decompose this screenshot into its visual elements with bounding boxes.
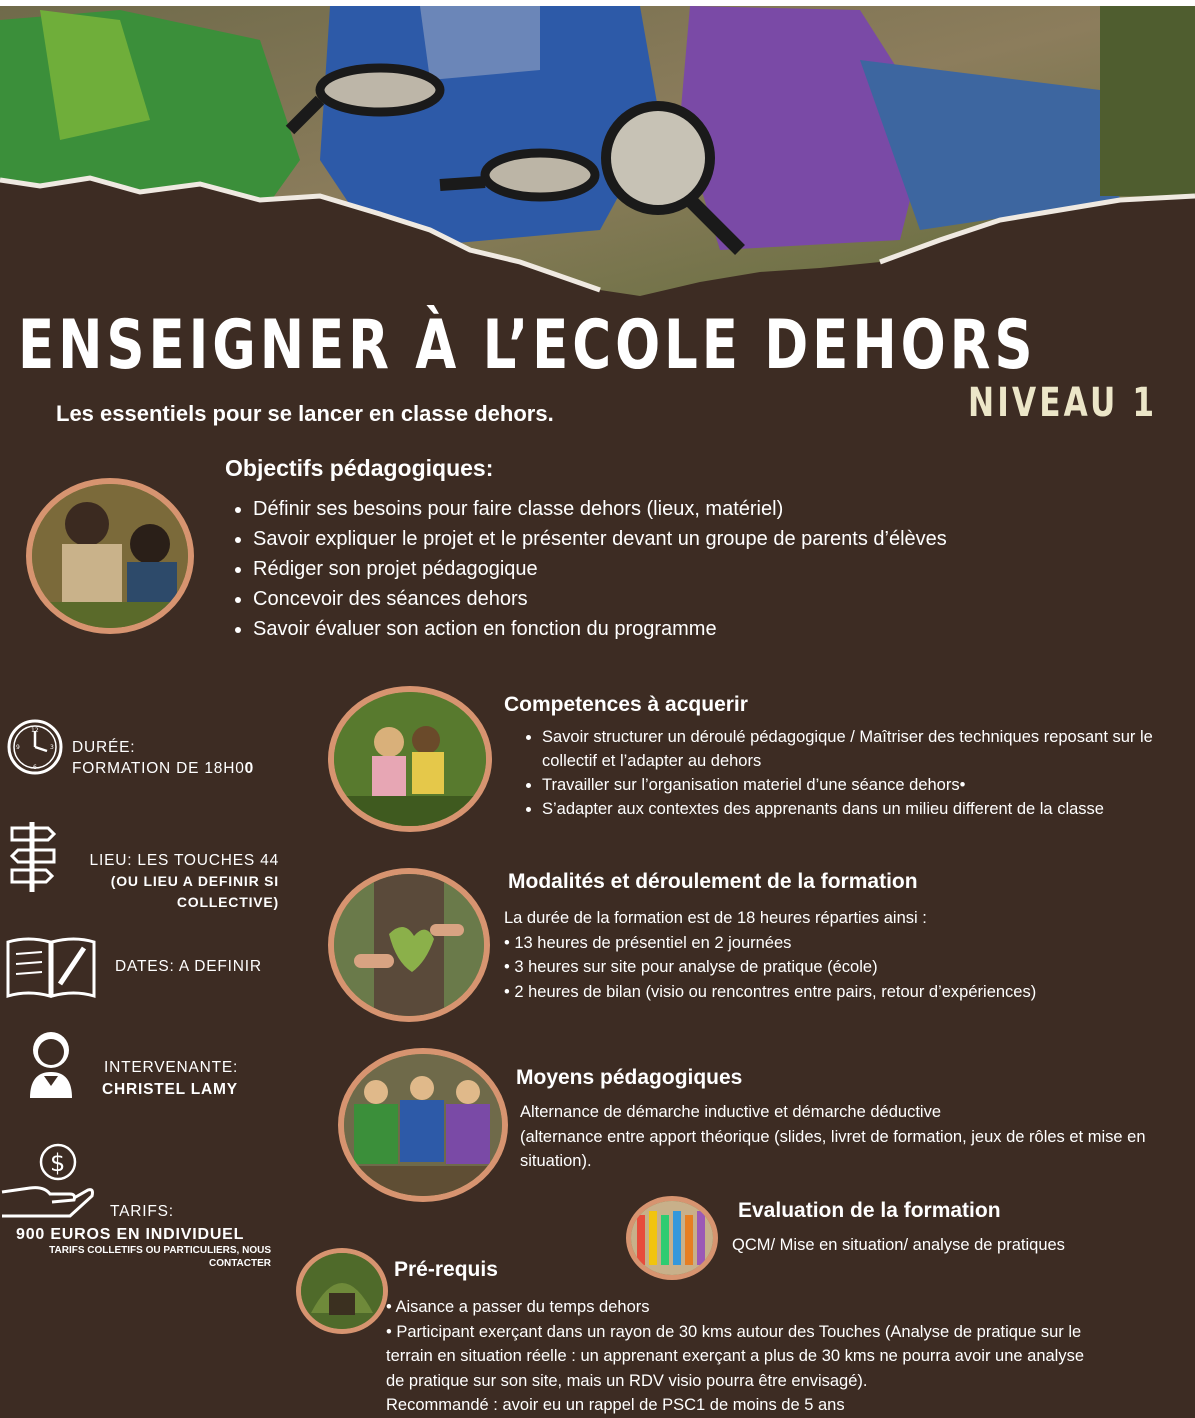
person-icon xyxy=(24,1026,78,1098)
price-note-1: TARIFS COLLETIFS OU PARTICULIERS, NOUS xyxy=(49,1245,271,1256)
list-item: • S’adapter aux contextes des apprenants dans un milieu different de la classe xyxy=(542,797,1162,821)
price-label: TARIFS: xyxy=(110,1203,174,1220)
modalites-line: La durée de la formation est de 18 heures réparties ainsi : xyxy=(504,909,927,927)
moyens-text xyxy=(520,1100,1160,1174)
modalites-text xyxy=(504,906,1144,1004)
prerequis-title: Pré-requis xyxy=(394,1258,498,1281)
speaker-name: CHRISTEL LAMY xyxy=(102,1081,238,1098)
evaluation-title: Evaluation de la formation xyxy=(738,1199,1001,1222)
moyens-photo xyxy=(338,1048,508,1202)
hero-photo xyxy=(0,0,1195,300)
list-item: • Savoir structurer un déroulé pédagogique / Maîtriser des techniques reposant sur le collectif et l’adapter au dehors xyxy=(542,725,1162,773)
prerequis-photo xyxy=(296,1248,388,1334)
page-title: ENSEIGNER À L’ECOLE DEHORS xyxy=(18,306,1037,385)
place-note-2: COLLECTIVE) xyxy=(176,894,279,910)
modalites-photo xyxy=(328,868,490,1022)
dollar-hand-icon xyxy=(0,1142,94,1220)
modalites-line: • 3 heures sur site pour analyse de pratique (école) xyxy=(504,958,878,976)
prerequis-line-2: • Participant exerçant dans un rayon de 30 kms autour des Touches (Analyse de pratique sur le terrain en situation réelle : un apprenant exerçant a plus de 30 kms ne pourra avoir une analyse de pratique sur son site, mais un RDV visio pourra être envisagé). xyxy=(386,1322,1085,1390)
place-label: LIEU: LES TOUCHES 44 xyxy=(89,852,279,869)
duration-value: FORMATION DE 18H00 xyxy=(72,760,255,777)
page-subtitle: Les essentiels pour se lancer en classe dehors. xyxy=(56,401,554,426)
level-badge: NIVEAU 1 xyxy=(968,380,1158,426)
list-item: • Rédiger son projet pédagogique xyxy=(253,554,1153,584)
prerequis-line-3: Recommandé : avoir eu un rappel de PSC1 de moins de 5 ans xyxy=(386,1396,845,1414)
svg-text:6: 6 xyxy=(33,764,37,771)
svg-text:3: 3 xyxy=(50,744,54,751)
svg-text:9: 9 xyxy=(16,744,20,751)
competences-list xyxy=(504,725,1162,821)
objectives-title: Objectifs pédagogiques: xyxy=(225,455,494,481)
modalites-title: Modalités et déroulement de la formation xyxy=(508,870,918,893)
price-value: 900 EUROS EN INDIVIDUEL xyxy=(16,1226,245,1243)
clock-icon xyxy=(6,718,64,776)
duration-label: DURÉE: xyxy=(72,739,136,756)
signpost-icon xyxy=(8,818,58,894)
notebook-icon xyxy=(4,934,98,1000)
prerequis-line-1: • Aisance a passer du temps dehors xyxy=(386,1298,650,1316)
place-note-1: (OU LIEU A DEFINIR SI xyxy=(110,873,279,889)
objectives-list xyxy=(225,494,1153,644)
evaluation-photo xyxy=(626,1196,718,1280)
modalites-line: • 13 heures de présentiel en 2 journées xyxy=(504,933,792,952)
svg-text:12: 12 xyxy=(31,727,39,734)
speaker-label: INTERVENANTE: xyxy=(104,1059,239,1076)
dates-text: DATES: A DEFINIR xyxy=(115,958,262,975)
objectives-photo xyxy=(26,478,194,634)
competences-photo xyxy=(328,686,492,832)
list-item: • Travailler sur l’organisation materiel d’une séance dehors• xyxy=(542,773,1162,797)
moyens-title: Moyens pédagogiques xyxy=(516,1066,743,1089)
modalites-line: • 2 heures de bilan (visio ou rencontres entre pairs, retour d’expériences) xyxy=(504,982,1037,1001)
svg-text:$: $ xyxy=(50,1149,66,1177)
moyens-line-2: (alternance entre apport théorique (slides, livret de formation, jeux de rôles et mise en situation). xyxy=(520,1127,1146,1170)
list-item: • Savoir évaluer son action en fonction du programme xyxy=(253,614,1153,644)
list-item: • Définir ses besoins pour faire classe dehors (lieux, matériel) xyxy=(253,494,1153,524)
moyens-line-1: Alternance de démarche inductive et démarche déductive xyxy=(520,1103,941,1121)
price-note-2: CONTACTER xyxy=(208,1258,271,1269)
prerequis-text xyxy=(386,1295,1106,1418)
list-item: • Concevoir des séances dehors xyxy=(253,584,1153,614)
evaluation-text: QCM/ Mise en situation/ analyse de pratiques xyxy=(732,1236,1065,1254)
list-item: • Savoir expliquer le projet et le présenter devant un groupe de parents d’élèves xyxy=(253,524,1153,554)
competences-title: Competences à acquerir xyxy=(504,693,748,716)
